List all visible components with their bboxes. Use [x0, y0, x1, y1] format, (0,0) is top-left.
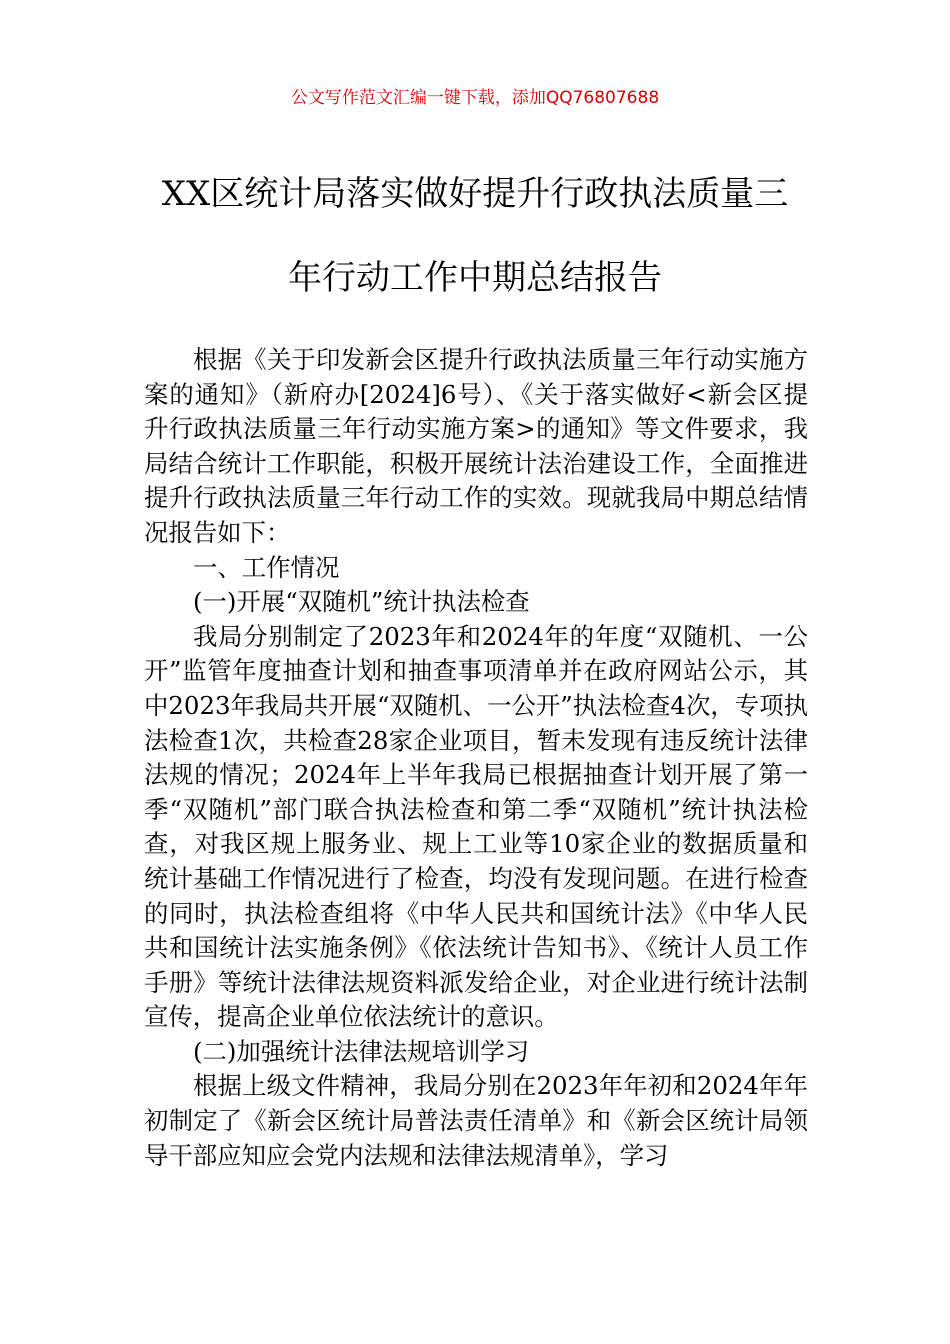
- title-line-1: XX区统计局落实做好提升行政执法质量三: [161, 174, 789, 214]
- subsection-heading-1: (一)开展“双随机”统计执法检查: [193, 587, 530, 617]
- subsection-heading-2: (二)加强统计法律法规培训学习: [193, 1036, 530, 1066]
- title-line-2: 年行动工作中期总结报告: [288, 258, 662, 298]
- document-title: [130, 152, 820, 320]
- document-body: [144, 343, 808, 1173]
- download-banner[interactable]: [0, 86, 950, 110]
- section-heading: 一、工作情况: [193, 552, 340, 582]
- subsection-paragraph-1: 我局分别制定了2023年和2024年的年度“双随机、一公开”监管年度抽查计划和抽查事项清单并在政府网站公示，其中2023年我局共开展“双随机、一公开”执法检查4次，专项执法检查1次，共检查28家企业项目，暂未发现有违反统计法律法规的情况；2024年上半年我局已根据抽查计划开展了第一季“双随机”部门联合执法检查和第二季“双随机”统计执法检查，对我区规上服务业、规上工业等10家企业的数据质量和统计基础工作情况进行了检查，均没有发现问题。在进行检查的同时，执法检查组将《中华人民共和国统计法》《中华人民共和国统计法实施条例》《依法统计告知书》、《统计人员工作手册》等统计法律法规资料派发给企业，对企业进行统计法制宣传，提高企业单位依法统计的意识。: [144, 621, 808, 1032]
- intro-paragraph: 根据《关于印发新会区提升行政执法质量三年行动实施方案的通知》（新府办[2024]6号）、《关于落实做好<新会区提升行政执法质量三年行动实施方案>的通知》等文件要求，我局结合统计工作职能，积极开展统计法治建设工作，全面推进提升行政执法质量三年行动工作的实效。现就我局中期总结情况报告如下：: [144, 345, 808, 547]
- banner-text[interactable]: 公文写作范文汇编一键下载，添加QQ76807688: [290, 88, 660, 108]
- subsection-paragraph-2: 根据上级文件精神，我局分别在2023年年初和2024年年初制定了《新会区统计局普法责任清单》和《新会区统计局领导干部应知应会党内法规和法律法规清单》，学习: [144, 1071, 808, 1170]
